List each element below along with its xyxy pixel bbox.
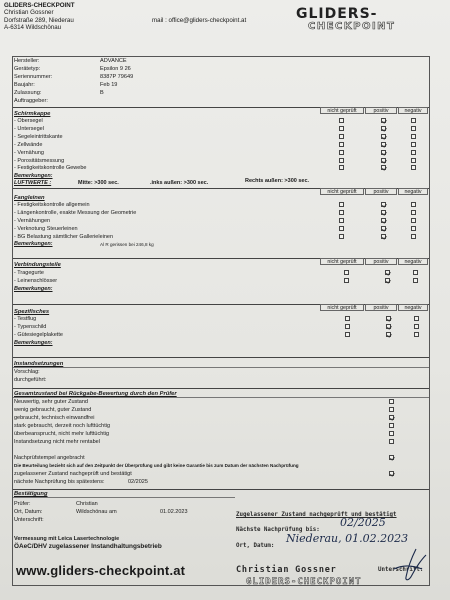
check-item: - Segeleintrittskante <box>14 134 63 140</box>
col-positive: positiv <box>365 188 397 195</box>
handwritten-next-date: 02/2025 <box>340 516 386 529</box>
checkbox-checked[interactable] <box>389 455 394 460</box>
checkbox-checked[interactable] <box>381 150 386 155</box>
checkbox[interactable] <box>411 218 416 223</box>
place-date-label: Ort, Datum: <box>14 509 43 515</box>
check-item: - Verknotung Steuerleinen <box>14 226 78 232</box>
owner-name: Christian Gossner <box>4 9 54 17</box>
checkbox[interactable] <box>414 316 419 321</box>
company-address <box>4 2 74 32</box>
checkbox[interactable] <box>389 439 394 444</box>
check-item: - Festigkeitskontrolle allgemein <box>14 202 90 208</box>
check-item: - Längenkontrolle, exakte Messung der Geometrie <box>14 210 137 216</box>
checkbox[interactable] <box>339 234 344 239</box>
col-negative: negativ <box>398 188 428 195</box>
company-logo <box>296 7 416 39</box>
check-item: - Festigkeitskontrolle Gewebe <box>14 165 87 171</box>
col-not-checked: nicht geprüft <box>320 304 364 311</box>
checkbox[interactable] <box>413 270 418 275</box>
inspector-value: Christian <box>76 501 98 507</box>
checkbox[interactable] <box>411 150 416 155</box>
checkbox[interactable] <box>413 278 418 283</box>
checkbox-checked[interactable] <box>389 471 394 476</box>
inspector-label: Prüfer: <box>14 501 31 507</box>
checkbox[interactable] <box>339 165 344 170</box>
checkbox-checked[interactable] <box>381 210 386 215</box>
checkbox-checked[interactable] <box>386 324 391 329</box>
luftwerte-mitte: Mitte: >300 sec. <box>78 180 119 186</box>
check-item: - Untersegel <box>14 126 44 132</box>
col-not-checked: nicht geprüft <box>320 188 364 195</box>
device-value: B <box>100 90 104 96</box>
remarks-label: Bemerkungen: <box>14 173 53 179</box>
device-value: Epsilon 9 26 <box>100 66 131 72</box>
checkbox[interactable] <box>411 165 416 170</box>
checkbox-checked[interactable] <box>381 218 386 223</box>
repair-proposal-label: Vorschlag: <box>14 369 40 375</box>
checkbox[interactable] <box>339 218 344 223</box>
stamp-line1: Zugelassener Zustand nachgeprüft und bestätigt <box>236 512 397 518</box>
col-positive: positiv <box>365 304 397 311</box>
next-check-label: nächste Nachprüfung bis spätestens: <box>14 479 105 485</box>
handwritten-place-date: Niederau, 01.02.2023 <box>286 532 409 545</box>
checkbox[interactable] <box>339 226 344 231</box>
checkbox-checked[interactable] <box>381 226 386 231</box>
checkbox[interactable] <box>344 270 349 275</box>
check-item: - Porositätsmessung <box>14 158 65 164</box>
section-divider <box>13 388 429 389</box>
device-label: Auftraggeber: <box>14 98 48 104</box>
checkbox-checked[interactable] <box>386 316 391 321</box>
leica-note: Vermessung mit Leica Lasertechnologie <box>14 536 120 542</box>
checkbox[interactable] <box>339 126 344 131</box>
device-label: Baujahr: <box>14 82 35 88</box>
checkbox-checked[interactable] <box>381 234 386 239</box>
checkbox-checked[interactable] <box>381 126 386 131</box>
checkbox-checked[interactable] <box>381 158 386 163</box>
checkbox-checked[interactable] <box>381 118 386 123</box>
checkbox[interactable] <box>411 126 416 131</box>
section-title-bestaetigung: Bestätigung <box>14 491 48 497</box>
section-title-spezifisches: Spezifisches <box>14 309 50 315</box>
rule <box>13 367 429 368</box>
device-label: Zulassung: <box>14 90 42 96</box>
checkbox[interactable] <box>339 142 344 147</box>
checkbox-checked[interactable] <box>389 415 394 420</box>
stamp-name: Christian Gossner <box>236 565 337 575</box>
checkbox[interactable] <box>339 202 344 207</box>
approval-stamp <box>236 509 432 589</box>
check-item: - Testflug <box>14 316 37 322</box>
remarks-text: Al R gerissen bei 246,8 kg <box>100 242 154 247</box>
checkbox[interactable] <box>389 407 394 412</box>
check-item: - Obersegel <box>14 118 43 124</box>
checkbox-checked[interactable] <box>386 332 391 337</box>
check-item: - Vernähung <box>14 150 44 156</box>
stamp-line2: Nächste Nachprüfung bis: <box>236 527 320 533</box>
remarks-label: Bemerkungen: <box>14 340 53 346</box>
device-value: ADVANCE <box>100 58 127 64</box>
stamp-applied-label: Nachprüfstempel angebracht <box>14 455 85 461</box>
handwritten-signature <box>386 547 430 585</box>
street: Dorfstraße 289, Niederau <box>4 16 74 24</box>
checkbox-checked[interactable] <box>385 270 390 275</box>
remarks-label: Bemerkungen: <box>14 241 53 247</box>
approved-label: zugelassener Zustand nachgeprüft und bestätigt <box>14 471 132 477</box>
condition-item: gebraucht, technisch einwandfrei <box>14 415 95 421</box>
section-title-verbindungsteile: Verbindungsteile <box>14 262 61 268</box>
checkbox[interactable] <box>345 316 350 321</box>
condition-item: Instandsetzung nicht mehr rentabel <box>14 439 100 445</box>
disclaimer: Die Beurteilung bezieht sich auf den Zeitpunkt der Überprüfung und gibt keine Garantie bis zum Datum der nächsten Nachprüfung <box>14 463 299 468</box>
col-positive: positiv <box>365 107 397 114</box>
stamp-signature-label: Unterschrift: <box>378 567 424 573</box>
col-positive: positiv <box>365 258 397 265</box>
place-value: Wildschönau am <box>76 509 117 515</box>
checkbox[interactable] <box>345 324 350 329</box>
condition-item: wenig gebraucht, guter Zustand <box>14 407 92 413</box>
logo-bottom: CHECKPOINT <box>308 21 396 32</box>
checkbox[interactable] <box>345 332 350 337</box>
repair-done-label: durchgeführt: <box>14 377 47 383</box>
rule <box>13 397 429 398</box>
checkbox[interactable] <box>339 158 344 163</box>
checkbox-checked[interactable] <box>381 134 386 139</box>
luftwerte-rechts: Rechts außen: >300 sec. <box>245 178 310 184</box>
rule <box>13 497 235 498</box>
checkbox[interactable] <box>339 134 344 139</box>
checkbox-checked[interactable] <box>381 165 386 170</box>
mail-address: mail : office@gliders-checkpoint.at <box>152 17 247 24</box>
checkbox[interactable] <box>411 134 416 139</box>
checkbox[interactable] <box>411 210 416 215</box>
luftwerte-links: .inks außen: >300 sec. <box>150 180 209 186</box>
col-negative: negativ <box>398 258 428 265</box>
checkbox[interactable] <box>389 399 394 404</box>
form-frame <box>12 56 430 586</box>
next-check-value: 02/2025 <box>128 479 148 485</box>
stamp-brand: GLIDERS-CHECKPOINT <box>246 577 362 587</box>
checkbox[interactable] <box>389 431 394 436</box>
checkbox[interactable] <box>411 118 416 123</box>
checkbox[interactable] <box>339 150 344 155</box>
stamp-line3: Ort, Datum: <box>236 543 275 549</box>
section-title-schirmkappe: Schirmkappe <box>14 111 51 117</box>
checkbox[interactable] <box>339 118 344 123</box>
device-value: 8387P 79649 <box>100 74 134 80</box>
check-item: - Vernähungen <box>14 218 51 224</box>
condition-item: überbeansprucht, nicht mehr lufttüchtig <box>14 431 110 437</box>
section-divider <box>13 357 429 358</box>
device-label: Gerätetyp: <box>14 66 41 72</box>
condition-item: stark gebraucht, derzeit noch lufttüchtig <box>14 423 110 429</box>
col-negative: negativ <box>398 107 428 114</box>
checkbox[interactable] <box>414 324 419 329</box>
company-name: GLIDERS-CHECKPOINT <box>4 2 75 9</box>
checkbox-checked[interactable] <box>381 142 386 147</box>
checkbox[interactable] <box>339 210 344 215</box>
section-title-instandsetzungen: Instandsetzungen <box>14 361 64 367</box>
remarks-label: Bemerkungen: <box>14 286 53 292</box>
oeac-note: ÖAeC/DHV zugelassener Instandhaltungsbetrieb <box>14 543 162 550</box>
checkbox[interactable] <box>414 332 419 337</box>
checkbox[interactable] <box>411 234 416 239</box>
check-item: - Leinenschlösser <box>14 278 58 284</box>
checkbox[interactable] <box>411 226 416 231</box>
check-item: - BG Belastung sämtlicher Gallerieleinen <box>14 234 114 240</box>
checkbox-checked[interactable] <box>381 202 386 207</box>
checkbox[interactable] <box>344 278 349 283</box>
checkbox[interactable] <box>411 202 416 207</box>
condition-item: Neuwertig, sehr guter Zustand <box>14 399 88 405</box>
device-label: Seriennummer: <box>14 74 53 80</box>
device-value: Feb 19 <box>100 82 118 88</box>
col-negative: negativ <box>398 304 428 311</box>
col-not-checked: nicht geprüft <box>320 258 364 265</box>
check-item: - Tragegurte <box>14 270 44 276</box>
check-item: - Typenschild <box>14 324 47 330</box>
section-title-gesamtzustand: Gesamtzustand bei Rückgabe-Bewertung durch den Prüfer <box>14 391 177 397</box>
date-value: 01.02.2023 <box>160 509 188 515</box>
section-title-fangleinen: Fangleinen <box>14 195 45 201</box>
city: A-6314 Wildschönau <box>4 24 62 32</box>
check-item: - Zellwände <box>14 142 43 148</box>
section-divider <box>13 489 429 490</box>
check-item: - Gütesiegelplakette <box>14 332 63 338</box>
col-not-checked: nicht geprüft <box>320 107 364 114</box>
checkbox[interactable] <box>411 142 416 147</box>
checkbox-checked[interactable] <box>385 278 390 283</box>
checkbox[interactable] <box>389 423 394 428</box>
luftwerte-label: LUFTWERTE : <box>14 180 52 186</box>
device-label: Hersteller: <box>14 58 40 64</box>
checkbox[interactable] <box>411 158 416 163</box>
signature-label: Unterschrift: <box>14 517 44 523</box>
logo-top: GLIDERS- <box>296 6 378 22</box>
website-link[interactable]: www.gliders-checkpoint.at <box>16 563 186 578</box>
